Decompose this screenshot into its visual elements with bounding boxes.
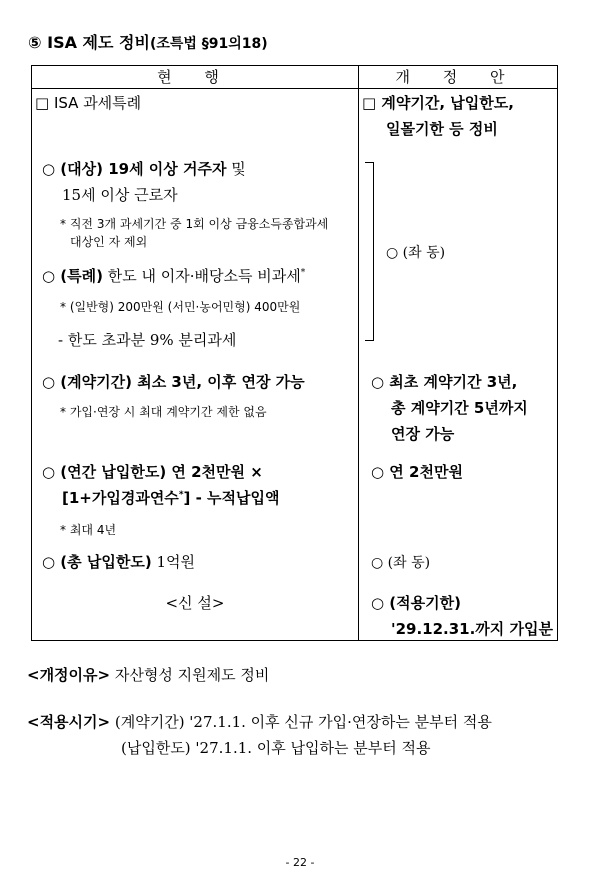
reason-label: <개정이유> <box>27 666 111 684</box>
reason-text: 자산형성 지원제도 정비 <box>110 666 270 684</box>
revised-sunset-line2: '29.12.31.까지 가입분 <box>391 620 553 638</box>
revised-contract-line3: 연장 가능 <box>391 425 455 443</box>
effective-line2: (납입한도) '27.1.1. 이후 납입하는 분부터 적용 <box>121 739 431 757</box>
header-current: 현 행 <box>157 68 233 86</box>
current-target <box>42 158 246 179</box>
current-heading: □ ISA 과세특례 <box>35 94 142 112</box>
effective-line1: (계약기간) '27.1.1. 이후 신규 가입·연장하는 분부터 적용 <box>110 713 492 731</box>
section-title-sub: (조특법 §91의18) <box>149 36 268 52</box>
current-target-note-line1: * 직전 3개 과세기간 중 1회 이상 금융소득종합과세 <box>60 217 329 231</box>
comparison-table <box>31 65 558 641</box>
current-target-and: 및 <box>226 160 246 178</box>
revised-heading-line1: □ 계약기간, 납입한도, <box>362 94 514 112</box>
current-special <box>42 265 305 286</box>
revised-same-2: ○ (좌 동) <box>371 555 431 571</box>
current-target-note-line2: 대상인 자 제외 <box>70 235 148 249</box>
current-annual-line2 <box>62 487 280 508</box>
revised-contract-line2: 총 계약기간 5년까지 <box>391 399 528 417</box>
revised-annual: ○ 연 2천만원 <box>371 463 463 481</box>
current-contract-note: * 가입·연장 시 최대 계약기간 제한 없음 <box>60 405 267 419</box>
current-annual-line1: ○ (연간 납입한도) 연 2천만원 × <box>42 463 263 481</box>
current-total <box>42 551 195 572</box>
current-annual-line2b: ] - 누적납입액 <box>183 489 280 507</box>
page-number: - 22 - <box>285 856 315 869</box>
revised-contract-line1: ○ 최초 계약기간 3년, <box>371 373 518 391</box>
current-annual-mark: * <box>178 490 184 500</box>
current-special-mark: * <box>300 268 306 278</box>
current-contract: ○ (계약기간) 최소 3년, 이후 연장 가능 <box>42 373 305 391</box>
current-special-text: 한도 내 이자·배당소득 비과세 <box>103 267 301 285</box>
reason <box>27 664 269 685</box>
same-as-current-bracket <box>365 162 374 341</box>
section-title-main: ⑤ ISA 제도 정비 <box>28 33 150 52</box>
current-target-label: ○ (대상) 19세 이상 거주자 <box>42 160 227 178</box>
current-special-note: * (일반형) 200만원 (서민·농어민형) 400만원 <box>60 300 301 314</box>
revised-sunset-line1: ○ (적용기한) <box>371 594 461 612</box>
revised-same-1: ○ (좌 동) <box>386 245 446 261</box>
revised-heading-line2: 일몰기한 등 정비 <box>386 120 498 138</box>
column-divider <box>358 66 359 640</box>
current-special-label: ○ (특례) <box>42 267 104 285</box>
current-annual-line2a: [1+가입경과연수 <box>62 489 179 507</box>
current-excess: - 한도 초과분 9% 분리과세 <box>58 331 237 349</box>
current-total-label: ○ (총 납입한도) <box>42 553 152 571</box>
header-revised: 개 정 안 <box>395 68 519 86</box>
effective-label: <적용시기> <box>27 713 111 731</box>
current-annual-note: * 최대 4년 <box>60 523 117 537</box>
header-divider <box>32 88 557 89</box>
current-total-value: 1억원 <box>151 553 195 571</box>
effective-date <box>27 711 492 732</box>
section-title <box>28 30 268 53</box>
current-target-line2: 15세 이상 근로자 <box>62 186 178 204</box>
current-new: <신 설> <box>165 594 225 612</box>
